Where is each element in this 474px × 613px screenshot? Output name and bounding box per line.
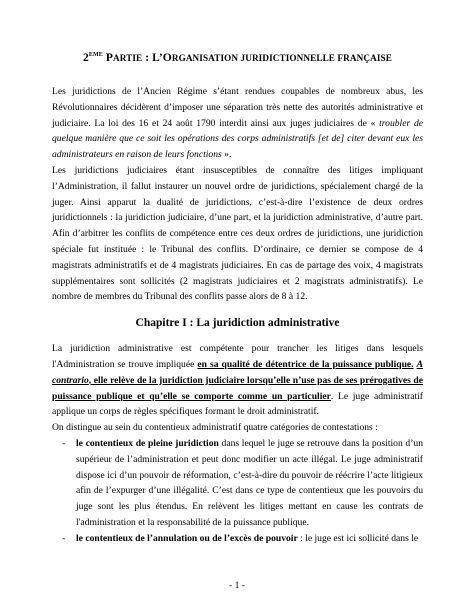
intro-paragraph-1: [52, 84, 423, 163]
list-dash: -: [62, 437, 66, 449]
title-o: O: [162, 52, 172, 64]
chapter-title: Chapitre I : La juridiction administrative: [135, 317, 340, 330]
chapter-p1-b: en sa qualité de détentrice de la puissance publique.: [197, 358, 414, 370]
list-item-text: : le juge est ici sollicité dans le: [297, 532, 419, 544]
page-number: - 1 -: [229, 580, 245, 591]
title-number: 2: [83, 52, 89, 64]
chapter-p1-e: , elle relève de la juridiction judiciaire lorsqu’elle n’use pas de ses prérogatives de puissance publique et qu’elle se comporte comme un particulier: [52, 374, 423, 402]
list-item-text: dans lequel le juge se retrouve dans la position d’un supérieur de l’administration et peut donc modifier un acte illégal. Le juge administratif dispose ici d’un pouvoir de réformation, c’est-à-dire du pouvoir de réécrire l’acte litigieux afin de l’expurger d’une illégalité. C’est dans ce type de contentieux que les pouvoirs du juge sont les plus étendus. En relèvent les litiges mettant en cause les contrats de l'administration et la responsabilité de la puissance publique.: [76, 437, 423, 528]
list-dash: -: [62, 532, 66, 544]
chapter-p1-a: La juridiction administrative est compétente pour trancher les litiges dans lesquels l'Administration se trouve impliquée: [52, 343, 423, 370]
title-sup: EME: [88, 52, 103, 59]
title-sep: : L’: [142, 52, 163, 64]
list-item-term: le contentieux de pleine juridiction: [76, 437, 219, 449]
intro-p1-end: ».: [221, 149, 232, 161]
title-partie: ARTIE: [112, 53, 143, 63]
intro-p1-text: Les juridictions de l’Ancien Régime s’étant rendues coupables de nombreux abus, les Révolutionnaires décidèrent d’imposer une séparation très nette des autorités administrative et judiciaire. La loi des 16 et 24 août 1790 interdit ainsi aux juges judiciaires de «: [52, 86, 423, 129]
intro-paragraph-2: Les juridictions judiciaires étant insusceptibles de connaître des litiges impliquant l’Administration, il fallut instaurer un nouvel ordre de juridictions, spécialement chargé de la juger. Ainsi apparut la dualité de juridictions, c’est-à-dire l’existence de deux ordres juridictionnels : la juridiction judiciaire, d’une part, et la juridiction administrative, d’autre part. Afin d’arbitrer les conflits de compétence entre ces deux ordres de juridictions, une juridiction spéciale fut instituée : le Tribunal des conflits. D’ordinaire, ce dernier se compose de 4 magistrats administratifs et de 4 magistrats judiciaires. En cas de partage des voix, 4 magistrats supplémentaires sont sollicités (2 magistrats judiciaires et 2 magistrats administratifs). Le nombre de membres du Tribunal des conflits passe alors de 8 à 12.: [52, 164, 423, 303]
part-title: [52, 52, 423, 64]
title-rest: RGANISATION JURIDICTIONNELLE FRANÇAISE: [171, 53, 392, 63]
document-page: [52, 52, 423, 547]
list-item-term: le contentieux de l’annulation ou de l’excès de pouvoir: [76, 532, 298, 544]
chapter-paragraph-1: [52, 341, 423, 420]
chapter-paragraph-2: On distingue au sein du contentieux administratif quatre catégories de contestations :: [52, 422, 378, 434]
contentieux-list: [52, 436, 423, 547]
chapter-p1-d: A contrario: [52, 358, 423, 386]
title-p: P: [105, 52, 113, 64]
chapter-p1-f: . Le juge administratif applique un corps de règles spécifiques formant le droit administratif.: [52, 390, 423, 418]
list-item: [52, 531, 423, 547]
intro-p1-quote: troubler de quelque manière que ce soit les opérations des corps administratifs [et de] citer devant eux les administrateurs en raison de leurs fonctions: [52, 117, 423, 161]
list-item: [52, 436, 423, 531]
